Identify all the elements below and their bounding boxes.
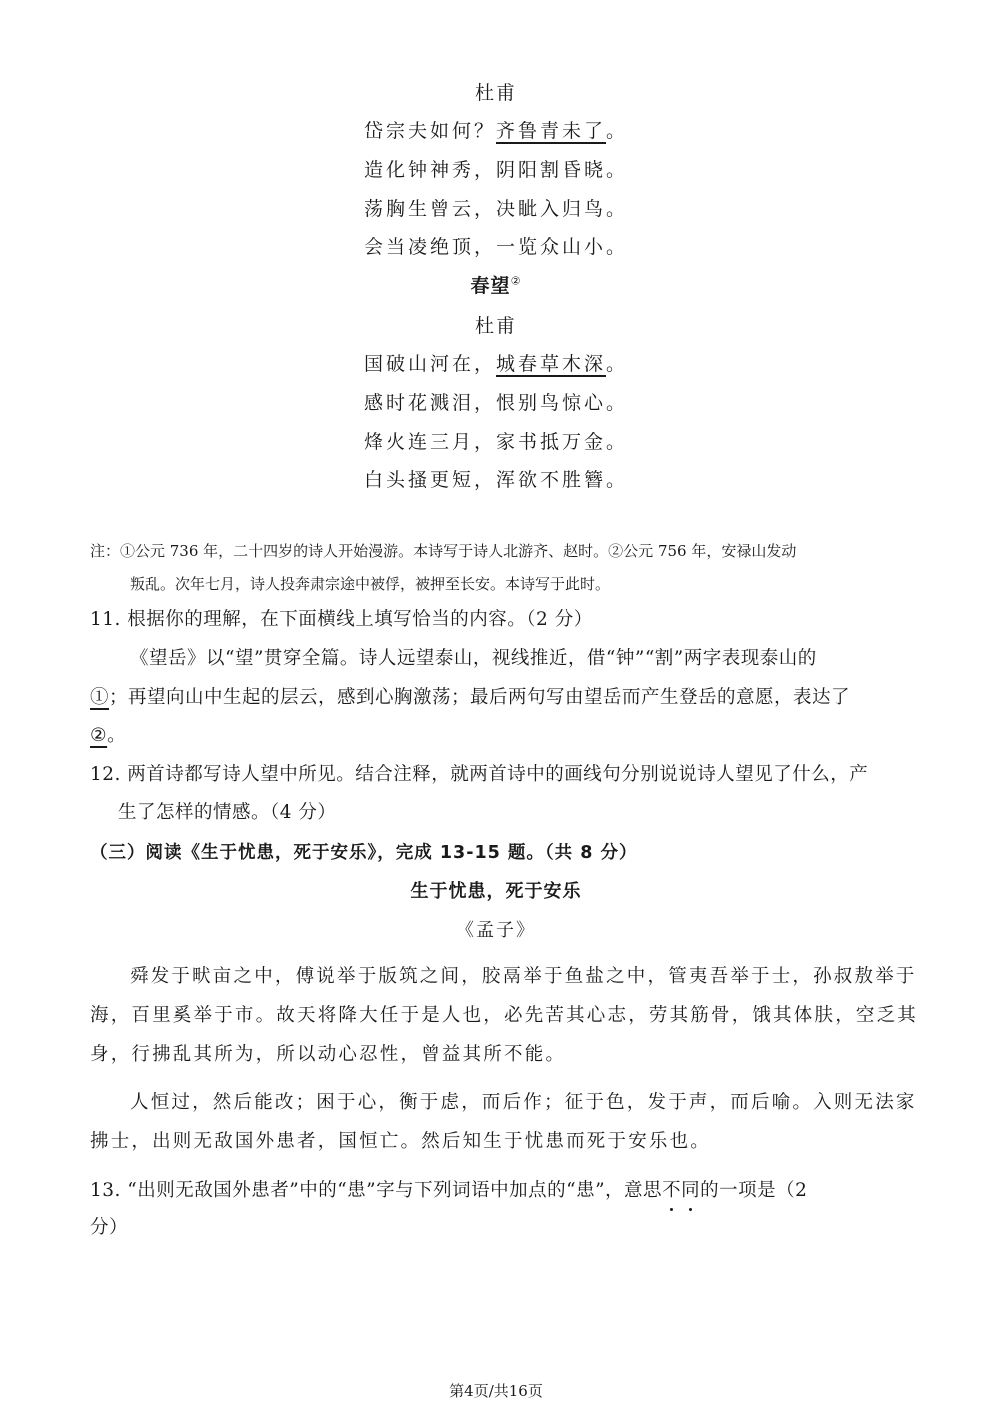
q11-title: 11. 根据你的理解，在下面横线上填写恰当的内容。（2 分） — [90, 609, 593, 630]
q11-paragraph-line-2 — [90, 684, 902, 712]
q13-line-1 — [90, 1177, 902, 1205]
poem2-title-text: 春望 — [470, 275, 511, 297]
poem2-title-note-mark: ② — [510, 274, 522, 288]
poem2-title — [0, 271, 992, 298]
poem2-line-3: 烽火连三月，家书抵万金。 — [363, 431, 628, 453]
poem1-author: 杜甫 — [474, 82, 517, 104]
poem2-author: 杜甫 — [474, 315, 517, 337]
passage-p1-line-2: 海，百里奚举于市。故天将降大任于是人也，必先苦其心志，劳其筋骨，饿其体肤，空乏其 — [90, 1005, 919, 1026]
page-number: 第4页/共16页 — [449, 1382, 543, 1400]
q11-paragraph-line-3-text: 。 — [107, 725, 127, 746]
poem2-underlined-line: 城春草木深 — [495, 353, 606, 375]
q11-blank-1: ① — [90, 687, 110, 708]
poem2-line-2: 感时花溅泪，恨别鸟惊心。 — [363, 392, 628, 414]
section3-heading: （三）阅读《生于忧患，死于安乐》，完成 13-15 题。（共 8 分） — [90, 843, 638, 863]
poem1-line-4: 会当凌绝顶，一览众山小。 — [363, 236, 628, 258]
poem2-line-4: 白头搔更短，浑欲不胜簪。 — [363, 469, 628, 491]
q13-line-2: 分） — [90, 1217, 129, 1238]
poem1-line-1-end: 。 — [606, 120, 629, 142]
q12-line-1: 12. 两首诗都写诗人望中所见。结合注释，就两首诗中的画线句分别说说诗人望见了什么，产 — [90, 764, 869, 785]
poem1-line-1-start: 岱宗夫如何？ — [363, 120, 496, 142]
poem1-line-3: 荡胸生曾云，决眦入归鸟。 — [363, 198, 628, 220]
poem2-line-1 — [0, 349, 992, 376]
poem2-line-1-start: 国破山河在， — [363, 353, 496, 375]
passage-source: 《孟子》 — [456, 920, 536, 941]
q13-line-1-end: 的一项是（2 — [700, 1180, 808, 1201]
note-line-2: 叛乱。次年七月，诗人投奔肃宗途中被俘，被押至长安。本诗写于此时。 — [130, 575, 611, 593]
note-line-1: 注：①公元 736 年，二十四岁的诗人开始漫游。本诗写于诗人北游齐、赵时。②公元 756 年，安禄山发动 — [90, 542, 797, 560]
q11-paragraph-line-3 — [90, 722, 902, 750]
q11-blank-2: ② — [90, 725, 108, 746]
poem2-line-1-end: 。 — [606, 353, 629, 375]
poem1-underlined-line: 齐鲁青未了 — [495, 120, 606, 142]
passage-p2-line-2: 拂士，出则无敌国外患者，国恒亡。然后知生于忧患而死于安乐也。 — [90, 1131, 712, 1152]
passage-p1-line-1: 舜发于畎亩之中，傅说举于版筑之间，胶鬲举于鱼盐之中，管夷吾举于士，孙叔敖举于 — [130, 966, 917, 987]
q11-paragraph-line-1: 《望岳》以“望”贯穿全篇。诗人远望泰山，视线推近，借“钟”“割”两字表现泰山的 — [130, 648, 817, 669]
q12-line-2: 生了怎样的情感。（4 分） — [118, 802, 337, 823]
poem1-line-2: 造化钟神秀，阴阳割昏晓。 — [363, 159, 628, 181]
passage-p1-line-3: 身，行拂乱其所为，所以动心忍性，曾益其所不能。 — [90, 1044, 567, 1065]
passage-title: 生于忧患，死于安乐 — [410, 881, 582, 902]
passage-p2-line-1: 人恒过，然后能改；困于心，衡于虑，而后作；征于色，发于声，而后喻。入则无法家 — [130, 1092, 917, 1113]
poem1-line-1 — [0, 116, 992, 143]
q13-emphasis-char-1: 不 — [662, 1177, 681, 1205]
q13-emphasis-char-2: 同 — [681, 1177, 700, 1205]
q13-line-1-start: 13. “出则无敌国外患者”中的“患”字与下列词语中加点的“患”，意思 — [90, 1180, 663, 1201]
q11-paragraph-line-2-text: ；再望向山中生起的层云，感到心胸激荡；最后两句写由望岳而产生登岳的意愿，表达了 — [109, 687, 851, 708]
